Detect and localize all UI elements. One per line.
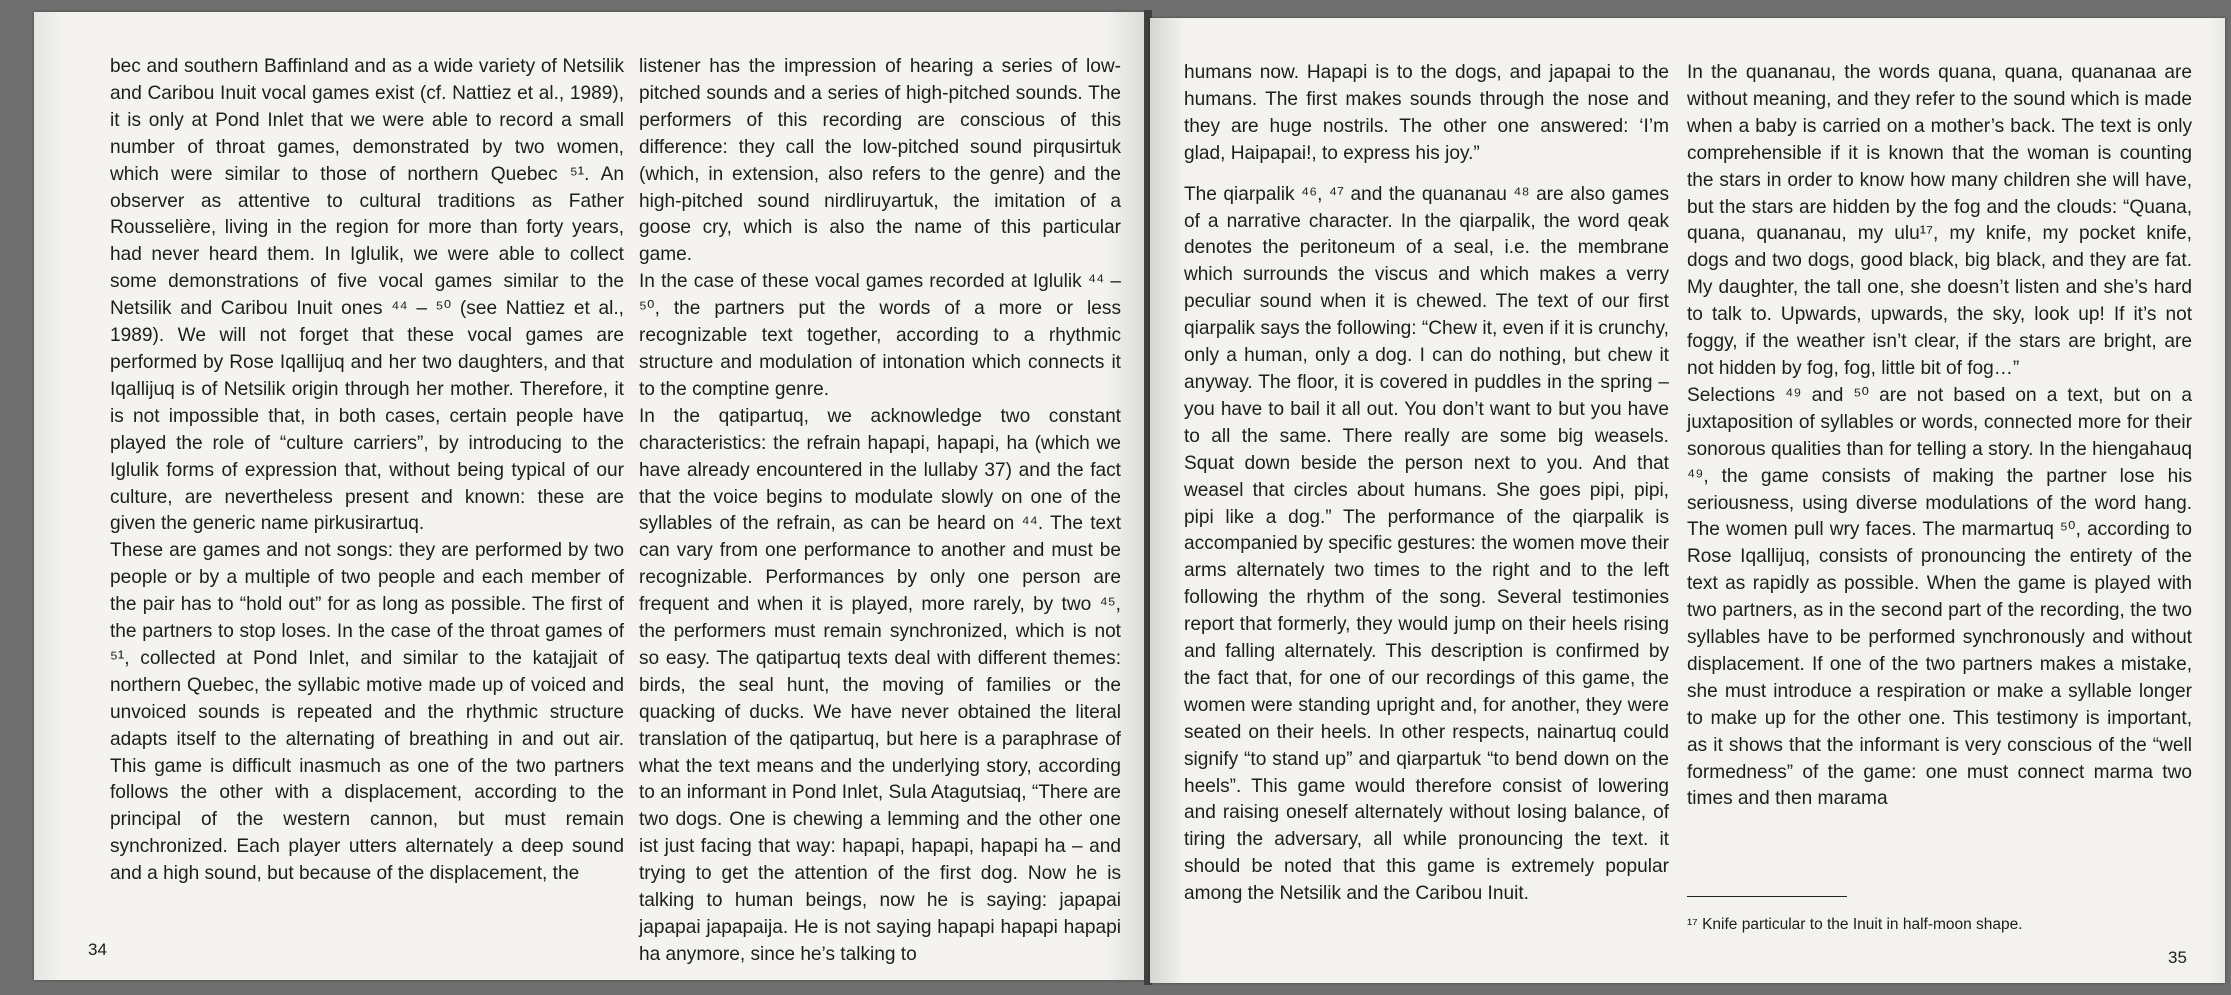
paragraph: humans now. Hapapi is to the dogs, and japapai to the humans. The first makes sounds through the nose and they are huge nostrils. The other one answered: ‘I’m glad, Haipapai!, to express his joy.” [1184,62,1669,164]
footnote: ¹⁷ Knife particular to the Inuit in half-moon shape. [1687,916,2023,933]
paragraph: The qiarpalik ⁴⁶, ⁴⁷ and the quananau ⁴⁸ are also games of a narrative character. In the qiarpalik, the word qeak denotes the peritoneum of a seal, i.e. the membrane which surrounds the viscus and which makes a verry peculiar sound when it is chewed. The text of our first qiarpalik says the following: “Chew it, even if it is crunchy, only a human, only a dog. I can do nothing, but chew it anyway. The floor, it is covered in puddles in the spring – you have to bail it all out. You don’t want to but you have to all the same. There really are some big weasels. Squat down beside the person next to you. And that weasel that circles about humans. She goes pipi, pipi, pipi like a dog.” The performance of the qiarpalik is accompanied by specific gestures: the women move their arms alternately two times to the right and to the left following the rhythm of the song. Several testimonies report that formerly, they would jump on their heels rising and falling alternately. This description is confirmed by the fact that, for one of our recordings of this game, the women were standing upright and, for another, they were seated on their heels. In other respects, nainartuq could signify “to stand up” and qiarpartuk “to bend down on the heels”. This game would therefore consist of lowering and raising oneself alternately without losing balance, of tiring the adversary, all while pronouncing the text. it should be noted that this game is extremely popular among the Netsilik and the Caribou Inuit. [1184,183,1670,905]
right-page-column-2 [1687,60,2192,813]
left-page-column-1 [110,54,624,888]
footnote-rule [1687,896,1847,897]
paragraph: In the qatipartuq, we acknowledge two constant characteristics: the refrain hapapi, hapapi, ha (which we have already encountered in the lullaby 37) and the fact that the voice begins to modulate slowly on one of the syllables of the refrain, as can be heard on ⁴⁴. The text can vary from one performance to another and must be recognizable. Performances by only one person are frequent and when it is played, more rarely, by two ⁴⁵, the performers must remain synchronized, which is not so easy. The qatipartuq texts deal with different themes: birds, the seal hunt, the moving of families or the quacking of ducks. We have never obtained the literal translation of the qatipartuq, but here is a paraphrase of what the text means and the underlying story, according to an informant in Pond Inlet, Sula Atagutsiaq, “There are two dogs. One is chewing a lemming and the other one ist just facing that way: hapapi, hapapi, hapapi ha – and trying to get the attention of the first dog. Now he is talking to human beings, now he is saying: japapai japapai japapaija. He is not saying hapapi hapapi hapapi ha anymore, since he’s talking to [639,405,1121,965]
left-page-column-2-text [639,54,1121,969]
left-page [34,12,1146,980]
paragraph: In the quananau, the words quana, quana, quananaa are without meaning, and they refer to the sound which is made when a baby is carried on a mother’s back. The text is only comprehensible if it is known that the woman is counting the stars in order to know how many children she will have, but the stars are hidden by the fog and the clouds: “Quana, quana, quananau, my ulu¹⁷, my knife, my pocket knife, dogs and two dogs, good black, big black, and they are fat. My daughter, the tall one, she doesn’t listen and she’s hard to talk to. Upwards, upwards, the sky, look up! If it’s not foggy, if the weather isn’t clear, if the stars are bright, are not hidden by fog, fog, little bit of fog…” [1687,62,2192,379]
page-number: 34 [88,940,107,959]
right-page-column-1 [1184,60,1669,908]
paragraph: In the case of these vocal games recorded at Iglulik ⁴⁴ – ⁵⁰, the partners put the words of a more or less recognizable text together, according to a rhythmic structure and modulation of intonation which connects it to the comptine genre. [639,271,1121,400]
paragraph: Selections ⁴⁹ and ⁵⁰ are not based on a text, but on a juxtaposition of syllables or words, connected more for their sonorous qualities than for telling a story. In the hiengahauq ⁴⁹, the game consists of making the partner lose his seriousness, using diverse modulations of the word hang. The women pull wry faces. The marmartuq ⁵⁰, according to Rose Iqallijuq, consists of pronouncing the entirety of the text as rapidly as possible. When the game is played with two partners, as in the second part of the recording, the two syllables have to be performed synchronously and without displacement. If one of the two partners makes a mistake, she must introduce a respiration or make a syllable longer to make up for the other one. This testimony is important, as it shows that the informant is very conscious of the “well formedness” of the game: one must connect marma two times and then marama [1687,384,2192,810]
paragraph: bec and southern Baffinland and as a wide variety of Netsilik and Caribou Inuit vocal games exist (cf. Nattiez et al., 1989), it is only at Pond Inlet that we were able to record a small number of throat games, demonstrated by two women, which were similar to those of northern Quebec ⁵¹. An observer as attentive to cultural traditions as Father Rousselière, living in the region for more than forty years, had never heard them. In Iglulik, we were able to collect some demonstrations of five vocal games similar to the Netsilik and Caribou Inuit ones ⁴⁴ – ⁵⁰ (see Nattiez et al., 1989). We will not forget that these vocal games are performed by Rose Iqallijuq and her two daughters, and that Iqallijuq is of Netsilik origin through her mother. Therefore, it is not impossible that, in both cases, certain people have played the role of “culture carriers”, by introducing to the Iglulik forms of expression that, without being typical of our culture, are nevertheless present and known: these are given the generic name pirkusirartuq. [110,56,624,535]
paragraph: These are games and not songs: they are performed by two people or by a multiple of two people and each member of the pair has to “hold out” for as long as possible. The first of the partners to stop loses. In the case of the throat games of ⁵¹, collected at Pond Inlet, and similar to the katajjait of northern Quebec, the syllabic motive made up of voiced and unvoiced sounds is repeated and the rhythmic structure adapts itself to the alternating of breathing in and out air. This game is difficult inasmuch as one of the two partners follows the other with a displacement, according to the principal of the western cannon, but must remain synchronized. Each player utters alternately a deep sound and a high sound, but because of the displacement, the [110,540,624,885]
page-number: 35 [2168,948,2187,967]
paragraph: listener has the impression of hearing a series of low-pitched sounds and a series of high-pitched sounds. The performers of this recording are conscious of this difference: they call the low-pitched sound pirqusirtuk (which, in extension, also refers to the genre) and the high-pitched sound nirdliruyartuk, the imitation of a goose cry, which is also the name of this particular game. [639,56,1121,266]
right-page [1150,18,2225,983]
